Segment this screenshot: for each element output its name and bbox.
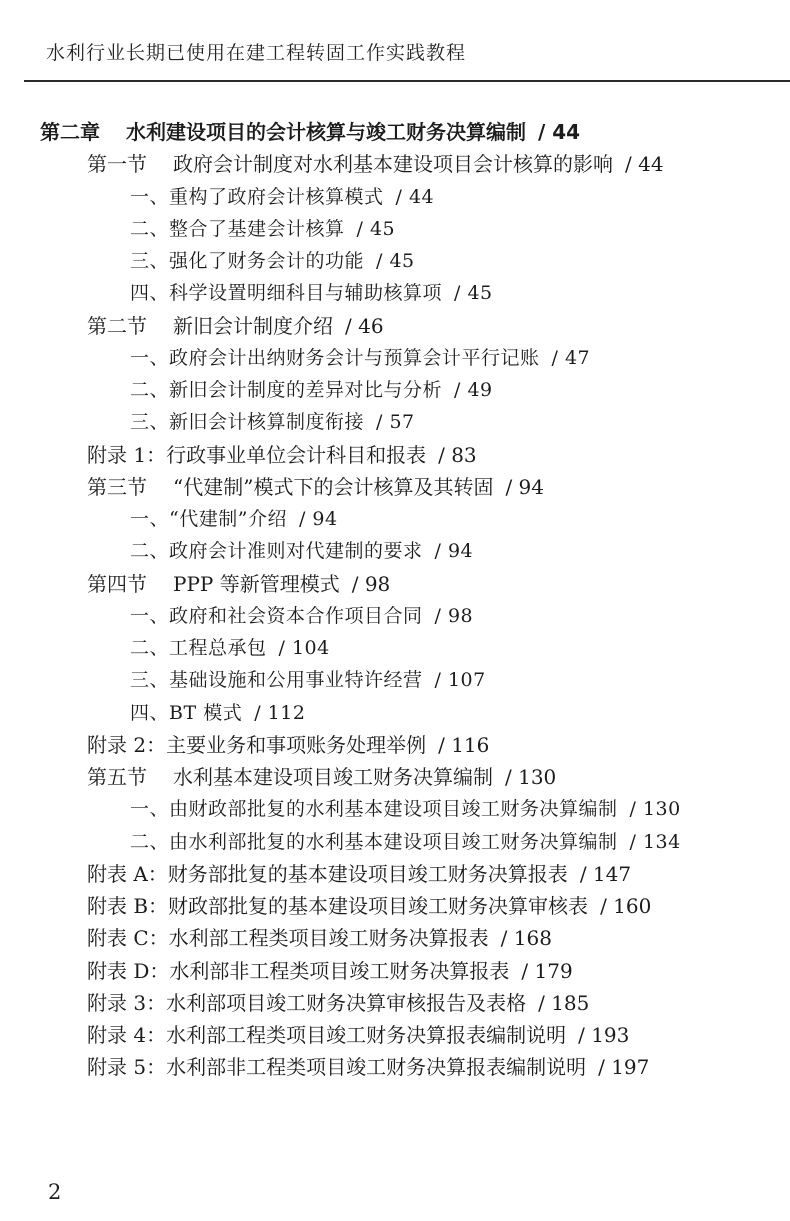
toc-entry-page: / 193 — [578, 1023, 630, 1047]
toc-entry-appendix — [87, 858, 631, 890]
toc-entry-number: 第二节 — [87, 313, 147, 338]
toc-entry-title: 附录 1：行政事业单位会计科目和报表 — [87, 442, 427, 467]
toc-entry-item — [130, 664, 486, 696]
toc-entry-item — [130, 600, 473, 632]
toc-entry-item — [130, 535, 473, 567]
toc-entry-page: / 46 — [345, 313, 384, 338]
toc-entry-appendix — [87, 890, 651, 922]
toc-entry-appendix — [87, 987, 589, 1019]
toc-entry-page: / 160 — [600, 894, 652, 918]
toc-entry-title: “代建制”介绍 — [169, 508, 287, 530]
toc-entry-number: 四、 — [130, 701, 170, 724]
toc-entry-item — [130, 374, 493, 406]
toc-entry-number: 二、 — [130, 379, 170, 401]
toc-entry-page: / 116 — [438, 732, 490, 757]
toc-entry-title: 强化了财务会计的功能 — [169, 250, 365, 272]
toc-entry-number: 四、 — [130, 282, 170, 305]
toc-entry-title: 政府和社会资本合作项目合同 — [169, 604, 423, 627]
toc-entry-title: 政府会计出纳财务会计与预算会计平行记账 — [169, 346, 540, 369]
toc-entry-item — [130, 503, 338, 535]
toc-entry-page: / 45 — [454, 282, 493, 305]
toc-entry-item — [130, 826, 681, 858]
toc-entry-number: 第二章 — [40, 120, 100, 144]
toc-entry-page: / 94 — [298, 508, 338, 530]
toc-entry-page: / 185 — [538, 990, 590, 1015]
toc-entry-page: / 44 — [625, 152, 664, 177]
page-number: 2 — [48, 1180, 62, 1204]
toc-entry-appendix — [87, 922, 552, 954]
toc-entry-title: 附录 2：主要业务和事项账务处理举例 — [87, 732, 427, 757]
toc-entry-section — [87, 761, 556, 793]
toc-entry-page: / 130 — [505, 765, 557, 789]
toc-entry-number: 三、 — [130, 411, 170, 434]
toc-entry-item — [130, 697, 305, 729]
toc-entry-title: 由水利部批复的水利基本建设项目竣工财务决算编制 — [169, 830, 618, 853]
toc-entry-page: / 83 — [438, 442, 477, 467]
toc-entry-number: 二、 — [130, 217, 170, 240]
toc-entry-appendix — [87, 955, 573, 987]
toc-entry-title: 由财政部批复的水利基本建设项目竣工财务决算编制 — [169, 798, 618, 821]
toc-entry-item — [130, 632, 330, 664]
toc-entry-page: / 104 — [278, 637, 330, 659]
toc-entry-item — [130, 277, 493, 309]
toc-entry-item — [130, 181, 434, 213]
toc-entry-number: 三、 — [130, 250, 170, 272]
toc-entry-number: 二、 — [130, 830, 170, 853]
toc-entry-page: / 49 — [454, 379, 493, 401]
toc-entry-title: 重构了政府会计核算模式 — [169, 185, 384, 208]
toc-entry-number: 第五节 — [87, 765, 147, 789]
toc-entry-page: / 112 — [254, 701, 306, 724]
toc-entry-appendix — [87, 1019, 629, 1051]
toc-entry-appendix — [87, 439, 477, 471]
toc-entry-title: 新旧会计核算制度衔接 — [169, 411, 365, 434]
toc-entry-title: PPP 等新管理模式 — [173, 571, 340, 596]
toc-entry-title: 附表 B：财政部批复的基本建设项目竣工财务决算审核表 — [87, 894, 589, 918]
header-rule — [24, 80, 790, 82]
toc-entry-title: 水利基本建设项目竣工财务决算编制 — [173, 765, 493, 789]
toc-entry-page: / 44 — [538, 120, 581, 144]
toc-entry-page: / 45 — [376, 250, 415, 272]
toc-entry-number: 第三节 — [87, 474, 147, 499]
toc-entry-title: 工程总承包 — [169, 637, 267, 659]
toc-entry-section — [87, 568, 390, 600]
toc-entry-number: 二、 — [130, 540, 170, 563]
toc-entry-title: 附表 D：水利部非工程类项目竣工财务决算报表 — [87, 958, 510, 983]
toc-entry-number: 一、 — [130, 604, 170, 627]
toc-entry-page: / 197 — [598, 1055, 650, 1080]
toc-entry-appendix — [87, 1051, 649, 1083]
toc-entry-title: “代建制”模式下的会计核算及其转固 — [173, 474, 494, 499]
toc-entry-page: / 147 — [579, 861, 632, 886]
toc-entry-title: 基础设施和公用事业特许经营 — [169, 669, 423, 692]
toc-entry-page: / 57 — [376, 411, 415, 434]
toc-entry-title: 科学设置明细科目与辅助核算项 — [169, 282, 443, 305]
toc-entry-number: 一、 — [130, 346, 170, 369]
toc-entry-number: 第四节 — [87, 571, 147, 596]
toc-entry-page: / 94 — [434, 540, 474, 563]
toc-entry-page: / 179 — [521, 958, 573, 983]
toc-entry-number: 一、 — [130, 508, 170, 530]
running-head: 水利行业长期已使用在建工程转固工作实践教程 — [46, 42, 467, 64]
toc-entry-number: 二、 — [130, 637, 170, 659]
toc-entry-chapter — [40, 116, 580, 148]
toc-entry-page: / 130 — [629, 798, 681, 821]
toc-entry-item — [130, 213, 395, 245]
toc-entry-page: / 94 — [505, 474, 544, 499]
toc-entry-title: 水利建设项目的会计核算与竣工财务决算编制 — [126, 120, 526, 144]
toc-entry-page: / 134 — [629, 830, 681, 853]
toc-entry-title: 整合了基建会计核算 — [169, 217, 345, 240]
toc-entry-item — [130, 245, 415, 277]
toc-entry-title: 附录 3：水利部项目竣工财务决算审核报告及表格 — [87, 990, 527, 1015]
toc-entry-number: 第一节 — [87, 152, 147, 177]
toc-entry-page: / 47 — [551, 346, 591, 369]
toc-entry-title: 附表 A：财务部批复的基本建设项目竣工财务决算报表 — [87, 861, 568, 886]
toc-entry-number: 三、 — [130, 669, 170, 692]
toc-entry-section — [87, 471, 544, 503]
toc-entry-item — [130, 342, 590, 374]
toc-entry-page: / 98 — [351, 571, 391, 596]
toc-entry-item — [130, 406, 415, 438]
toc-entry-page: / 168 — [500, 926, 552, 951]
toc-entry-page: / 45 — [356, 217, 396, 240]
toc-entry-title: 新旧会计制度的差异对比与分析 — [169, 379, 443, 401]
toc-entry-title: 政府会计准则对代建制的要求 — [169, 540, 423, 563]
toc-entry-title: 政府会计制度对水利基本建设项目会计核算的影响 — [173, 152, 613, 177]
toc-entry-section — [87, 310, 384, 342]
toc-entry-page: / 44 — [395, 185, 435, 208]
toc-entry-item — [130, 793, 681, 825]
toc-entry-title: 附录 5：水利部非工程类项目竣工财务决算报表编制说明 — [87, 1055, 587, 1080]
toc-entry-title: BT 模式 — [169, 701, 243, 724]
toc-entry-title: 附表 C：水利部工程类项目竣工财务决算报表 — [87, 926, 489, 951]
toc-entry-title: 新旧会计制度介绍 — [173, 313, 333, 338]
toc-entry-section — [87, 148, 664, 180]
toc-entry-title: 附录 4：水利部工程类项目竣工财务决算报表编制说明 — [87, 1023, 567, 1047]
toc-entry-page: / 107 — [434, 669, 486, 692]
toc-entry-number: 一、 — [130, 798, 170, 821]
toc-entry-page: / 98 — [434, 604, 474, 627]
toc-entry-appendix — [87, 729, 489, 761]
toc-entry-number: 一、 — [130, 185, 170, 208]
